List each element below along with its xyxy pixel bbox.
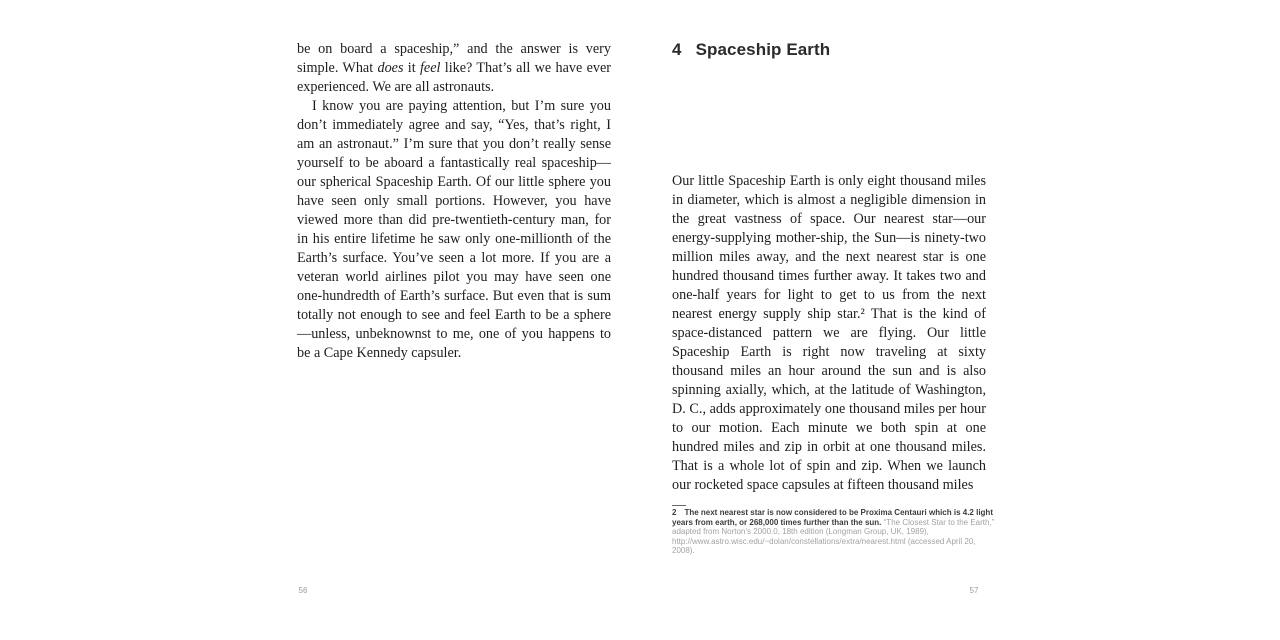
page-number-right: 57	[969, 586, 979, 595]
footnote-marker: 2	[672, 508, 677, 517]
footnote	[672, 505, 996, 556]
footnote-citation: “The Closest Star to the Earth,” adapted from Norton’s 2000.0, 18th edition (Longman Group, UK, 1989), http://www.astro.wisc.edu/~dolan/constellations/extra/nearest.html (accessed April 20, 2008).	[672, 517, 995, 556]
chapter-title: Spaceship Earth	[695, 40, 831, 59]
left-page-paragraph-2: I know you are paying attention, but I’m sure you don’t immediately agree and say, “Yes, that’s right, I am an astronaut.” I’m sure that you don’t really sense yourself to be aboard a fantastically real spaceship—our spherical Spaceship Earth. Of our little sphere you have seen only small portions. However, you have viewed more than did pre-twentieth-century man, for in his entire lifetime he saw only one-millionth of the Earth’s surface. You’ve seen a lot more. If you are a veteran world airlines pilot you may have seen one one-hundredth of Earth’s surface. But even that is sum totally not enough to see and feel Earth to be a sphere—unless, unbeknownst to me, one of you happens to be a Cape Kennedy capsuler.	[297, 98, 611, 361]
left-page-paragraph-1: be on board a spaceship,” and the answer is very simple. What does it feel like? That’s all we have ever experienced. We are all astronauts.	[297, 41, 611, 95]
right-page-text-column	[672, 172, 986, 495]
footnote-text	[672, 508, 996, 556]
page-number-left: 56	[298, 586, 308, 595]
left-page-text-column	[297, 40, 611, 363]
chapter-heading	[672, 40, 830, 60]
footnote-separator-rule	[672, 505, 686, 506]
chapter-number: 4	[672, 40, 682, 59]
footnote-bold-text: The next nearest star is now considered to be Proxima Centauri which is 4.2 light years from earth, or 268,000 times further than the sun.	[672, 508, 993, 527]
right-page-paragraph-1: Our little Spaceship Earth is only eight thousand miles in diameter, which is almost a negligible dimension in the great vastness of space. Our nearest star—our energy-supplying mother-ship, the Sun—is ninety-two million miles away, and the next nearest star is one hundred thousand times further away. It takes two and one-half years for light to get to us from the next nearest energy supply ship star.² That is the kind of space-distanced pattern we are flying. Our little Spaceship Earth is right now traveling at sixty thousand miles an hour around the sun and is also spinning axially, which, at the latitude of Washington, D. C., adds approximately one thousand miles per hour to our motion. Each minute we both spin at one hundred miles and zip in orbit at one thousand miles. That is a whole lot of spin and zip. When we launch our rocketed space capsules at fifteen thousand miles	[672, 173, 986, 493]
